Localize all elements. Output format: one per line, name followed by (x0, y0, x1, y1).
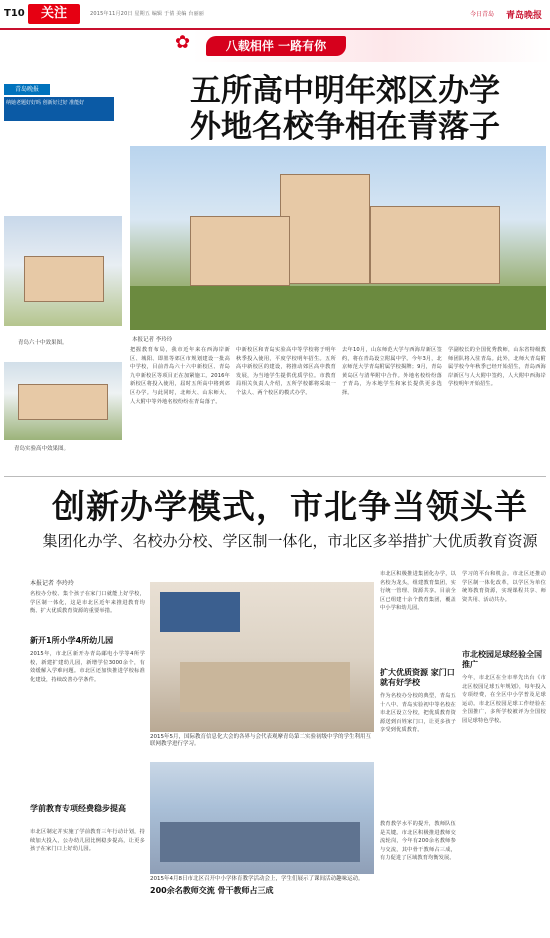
building (24, 256, 104, 302)
screen (160, 592, 240, 632)
top-col-4: 学副校长的全国优秀教师，山东省特级教师团队将入驻青岛。此外，北师大青岛附属学校今年秋季已经开始招生，青岛西海岸新区与人大附中签约，人大附中西海岸学校明年开始招生。 (448, 347, 546, 388)
divider (4, 476, 546, 477)
thumb-text: 纳她老题好好吗 创新好过好 准能好 (4, 97, 114, 121)
flower-icon: ✿ (175, 32, 191, 53)
second-col-4b: 今年，市北区在全市率先出台《市北区校园足球五年规划》，每年投入专项经费，在全区中小学普及足球运动。市北区校园足球工作经验在全国推广，多所学校被评为全国校园足球特色学校。 (462, 675, 546, 724)
subhead-teachers: 200余名教师交流 骨干教师占三成 (150, 886, 274, 895)
banner-slogan: 八载相伴 一路有你 (206, 36, 346, 56)
building-left (190, 216, 290, 286)
field (160, 822, 360, 862)
classroom-photo (150, 582, 374, 732)
second-col-1b: 市北区制定并实施了学前教育三年行动计划，持续加大投入，公办幼儿园比例稳步提高，让更多孩子在家门口上好幼儿园。 (30, 829, 145, 853)
thumb-badge: 青岛晚报 (4, 84, 50, 95)
brand-logo: 青岛晚报 (505, 11, 542, 21)
building-right (370, 206, 500, 284)
second-col-1: 2015年，市北区新开办青岛邮电小学等4所学校，新建扩建幼儿园，新增学位3000余个，有效缓解入学难问题。市北区还加快推进学校标准化建设，持续改善办学条件。 (30, 651, 145, 683)
second-col-2: 市北区积极推进集团化办学，以名校为龙头，组建教育集团，实行统一管理、资源共享。目前全区已组建十余个教育集团，覆盖中小学和幼儿园。 (380, 571, 456, 612)
top-col-3: 去年10月，山东师范大学与西海岸新区签约，将在青岛设立附属中学。今年3月，北京师范大学青岛附属学校揭牌；9月，青岛黄岛区与清华附中合作。外地名校纷纷落子青岛，为本地学生和家长提供更多选择。 (342, 347, 442, 396)
sports-photo-caption: 2015年4月8日市北区召开中小学体育教学活动会上，学生们展示了课间活动趣味运动。 (150, 876, 364, 882)
page-header (0, 0, 550, 30)
subhead-resources: 扩大优质资源 家门口就有好学校 (380, 668, 455, 687)
second-byline: 本报记者 李玲玲 (30, 580, 74, 587)
subhead-funding: 学前教育专项经费稳步提高 (30, 804, 126, 813)
headline-primary: 五所高中明年郊区办学 (190, 73, 500, 109)
issue-meta: 2015年11月20日 星期五 编辑 于倩 美编 台丽丽 (90, 11, 204, 17)
building (18, 384, 108, 420)
lawn (130, 286, 546, 330)
second-headline: 创新办学模式，市北争当领头羊 (52, 487, 528, 526)
subhead-football: 市北校园足球经验全国推广 (462, 650, 542, 669)
small-photo-1 (4, 216, 122, 326)
classroom-photo-caption: 2015年5月，国际教育信息化大会的各界与会代表观摩青岛第二实验初级中学的学生利用互联网教学进行学习。 (150, 734, 371, 747)
small-photo-2-caption: 青岛实验高中效果图。 (14, 446, 70, 452)
main-byline: 本报记者 李玲玲 (132, 337, 173, 343)
students (180, 662, 350, 712)
subhead-new-schools: 新开1所小学4所幼儿园 (30, 636, 114, 645)
second-col-4: 学习的平台和机会。市北区还推动学区制一体化改革，以学区为单位统筹教育资源，实现课程共享、师资共用、活动共办。 (462, 571, 546, 603)
building-tower (280, 174, 370, 284)
small-photo-2 (4, 362, 122, 440)
main-photo (130, 146, 546, 330)
second-subheadline: 集团化办学、名校办分校、学区制一体化，市北区多举措扩大优质教育资源 (42, 532, 538, 550)
top-col-1: 把握教育布局，我市近年来在西海岸新区、城阳、即墨等郊区市规划建设一批高中学校，目前青岛六十六中新校区、青岛九中新校区等项目正在加紧施工。2016年新校区将投入使用，届时五所高中将到郊区办学。与此同时，北师大、山东师大、人大附中等外地名校纷纷在青岛落子。 (130, 347, 230, 405)
sports-photo (150, 762, 374, 874)
page-number: T10 (4, 8, 25, 19)
headline-secondary: 外地名校争相在青落子 (190, 109, 500, 145)
section-label: 关注 (28, 4, 80, 24)
second-col-3: 教育教学水平的提升，教师队伍是关键。市北区积极推进教师交流轮岗，今年有200余名教师参与交流，其中骨干教师占三成，有力促进了区域教育均衡发展。 (380, 821, 456, 862)
second-lead: 名校办分校、集个孩子在家门口就能上好学校，学区制一体化，这是市北区近年来推进教育均衡、扩大优质教育资源的重要举措。 (30, 591, 145, 615)
brand-small: 今日青岛 (469, 11, 494, 18)
second-col-2b: 作为名校办分校的典型，青岛五十八中、青岛实验初中等名校在市北区设立分校，把优质教育资源送到百姓家门口，让更多孩子享受到优质教育。 (380, 693, 456, 734)
top-col-2: 中新校区和青岛实验高中等学校将于明年秋季投入使用，平度学校明年招生。五所高中新校区的建设，将推动郊区高中教育发展，为当地学生提供优质学位。市教育局相关负责人介绍，五所学校都将采取一个法人、两个校区的模式办学。 (236, 347, 336, 396)
small-photo-1-caption: 青岛六十中效果图。 (18, 340, 68, 346)
